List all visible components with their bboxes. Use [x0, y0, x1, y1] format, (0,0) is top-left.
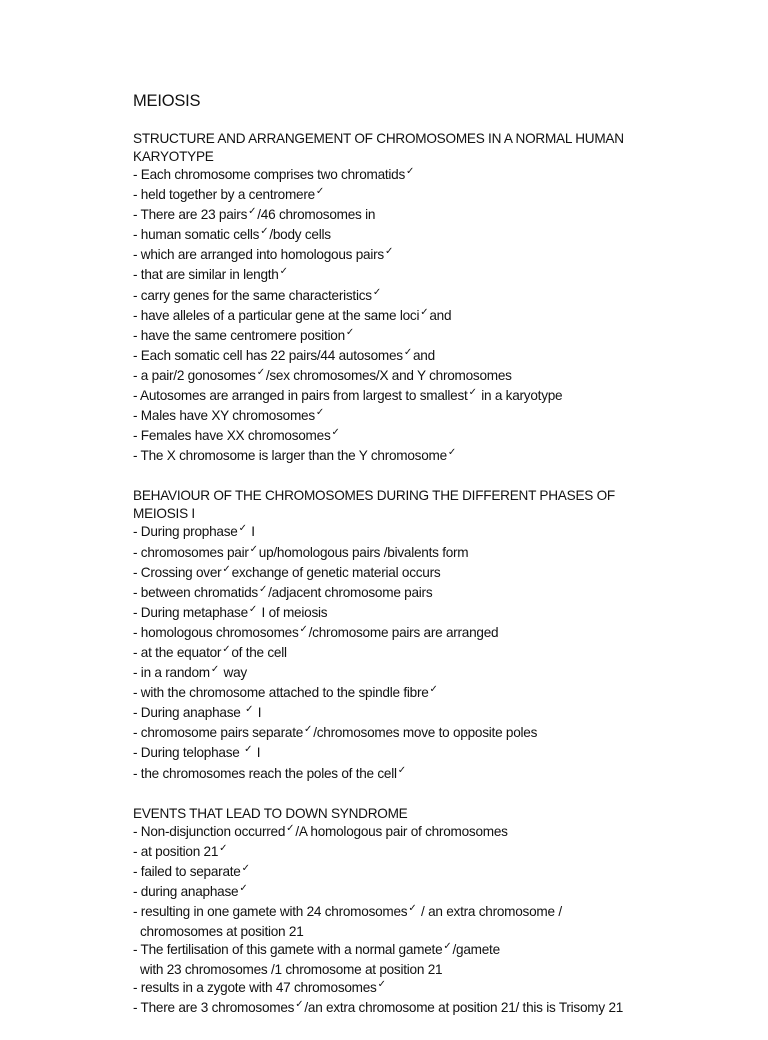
check-mark-icon: ✓	[244, 744, 253, 756]
check-mark-icon: ✓	[384, 246, 394, 258]
list-item: - The X chromosome is larger than the Y chromosome✓	[133, 447, 457, 464]
check-mark-icon: ✓	[468, 387, 477, 399]
check-mark-icon: ✓	[239, 882, 248, 894]
list-item: - in a random✓ way	[133, 664, 247, 681]
check-mark-icon: ✓	[222, 563, 231, 575]
list-item: - the chromosomes reach the poles of the cell✓	[133, 764, 406, 781]
check-mark-icon: ✓	[295, 999, 304, 1011]
check-mark-icon: ✓	[443, 941, 452, 953]
check-mark-icon: ✓	[372, 286, 381, 298]
section-heading: EVENTS THAT LEAD TO DOWN SYNDROME	[133, 805, 408, 821]
check-mark-icon: ✓	[331, 427, 340, 439]
check-mark-icon: ✓	[286, 822, 295, 834]
list-item: - There are 23 pairs✓/46 chromosomes in	[133, 206, 376, 223]
list-item: - during anaphase✓	[133, 882, 248, 899]
list-item: - resulting in one gamete with 24 chromosomes✓ / an extra chromosome /	[133, 903, 562, 919]
check-mark-icon: ✓	[245, 704, 254, 716]
list-item: - a pair/2 gonosomes✓/sex chromosomes/X and Y chromosomes	[133, 366, 512, 383]
check-mark-icon: ✓	[408, 903, 417, 914]
list-item: - Males have XY chromosomes✓	[133, 407, 325, 424]
section-chromosome-structure	[133, 130, 743, 467]
check-mark-icon: ✓	[249, 543, 258, 555]
list-item: - failed to separate✓	[133, 862, 250, 879]
list-item: - Non-disjunction occurred✓/A homologous pair of chromosomes	[133, 822, 508, 839]
list-item: - have alleles of a particular gene at the same loci✓and	[133, 306, 452, 323]
section-heading: BEHAVIOUR OF THE CHROMOSOMES DURING THE DIFFERENT PHASES OF	[133, 488, 615, 504]
list-item: - During anaphase ✓ I	[133, 704, 262, 721]
section-down-syndrome	[133, 805, 743, 1020]
list-item: - homologous chromosomes✓/chromosome pairs are arranged	[133, 623, 499, 640]
list-item: - Autosomes are arranged in pairs from largest to smallest✓ in a karyotype	[133, 387, 563, 404]
check-mark-icon: ✓	[256, 366, 265, 378]
check-mark-icon: ✓	[304, 724, 313, 736]
list-item: - chromosomes pair✓up/homologous pairs /bivalents form	[133, 543, 469, 560]
list-item: - held together by a centromere✓	[133, 186, 325, 203]
check-mark-icon: ✓	[248, 603, 258, 615]
document-page	[133, 91, 743, 1040]
check-mark-icon: ✓	[315, 186, 325, 198]
list-item: - Crossing over✓exchange of genetic material occurs	[133, 563, 441, 580]
check-mark-icon: ✓	[377, 979, 386, 991]
check-mark-icon: ✓	[222, 643, 231, 655]
section-heading: MEIOSIS I	[133, 506, 195, 522]
list-item: - During metaphase✓ I of meiosis	[133, 603, 328, 620]
section-heading: KARYOTYPE	[133, 149, 214, 164]
check-mark-icon: ✓	[403, 346, 412, 358]
check-mark-icon: ✓	[279, 266, 288, 278]
check-mark-icon: ✓	[238, 523, 247, 535]
check-mark-icon: ✓	[406, 166, 415, 177]
list-item: - There are 3 chromosomes✓/an extra chromosome at position 21/ this is Trisomy 21	[133, 999, 624, 1016]
list-item: - human somatic cells✓/body cells	[133, 226, 331, 243]
list-item: - that are similar in length✓	[133, 266, 288, 283]
check-mark-icon: ✓	[260, 226, 269, 238]
check-mark-icon: ✓	[248, 206, 257, 218]
list-item: - During prophase✓ I	[133, 523, 255, 540]
check-mark-icon: ✓	[447, 447, 457, 459]
list-item: - Each chromosome comprises two chromatids✓	[133, 166, 415, 182]
list-item: - at the equator✓of the cell	[133, 643, 287, 660]
list-item: - have the same centromere position✓	[133, 326, 355, 343]
check-mark-icon: ✓	[397, 764, 406, 776]
check-mark-icon: ✓	[219, 842, 228, 854]
check-mark-icon: ✓	[420, 306, 429, 318]
list-item: - During telophase ✓ I	[133, 744, 261, 761]
list-item-continuation: with 23 chromosomes /1 chromosome at position 21	[140, 962, 443, 978]
check-mark-icon: ✓	[210, 664, 219, 676]
list-item-continuation: chromosomes at position 21	[140, 924, 304, 940]
section-heading: STRUCTURE AND ARRANGEMENT OF CHROMOSOMES IN A NORMAL HUMAN	[133, 131, 624, 146]
check-mark-icon: ✓	[345, 326, 355, 338]
list-item: - results in a zygote with 47 chromosomes✓	[133, 979, 386, 996]
check-mark-icon: ✓	[299, 623, 308, 635]
list-item: - The fertilisation of this gamete with a normal gamete✓/gamete	[133, 941, 500, 958]
list-item: - chromosome pairs separate✓/chromosomes move to opposite poles	[133, 724, 538, 741]
list-item: - at position 21✓	[133, 842, 228, 859]
check-mark-icon: ✓	[241, 862, 250, 874]
check-mark-icon: ✓	[258, 583, 268, 595]
list-item: - with the chromosome attached to the spindle fibre✓	[133, 684, 438, 701]
list-item: - Each somatic cell has 22 pairs/44 autosomes✓and	[133, 346, 435, 363]
list-item: - between chromatids✓/adjacent chromosome pairs	[133, 583, 433, 600]
list-item: - carry genes for the same characteristics✓	[133, 286, 381, 303]
document-title: MEIOSIS	[133, 92, 201, 110]
list-item: - which are arranged into homologous pairs✓	[133, 246, 394, 263]
check-mark-icon: ✓	[315, 407, 325, 419]
check-mark-icon: ✓	[429, 684, 438, 696]
section-meiosis-phases	[133, 487, 743, 784]
list-item: - Females have XX chromosomes✓	[133, 427, 340, 444]
